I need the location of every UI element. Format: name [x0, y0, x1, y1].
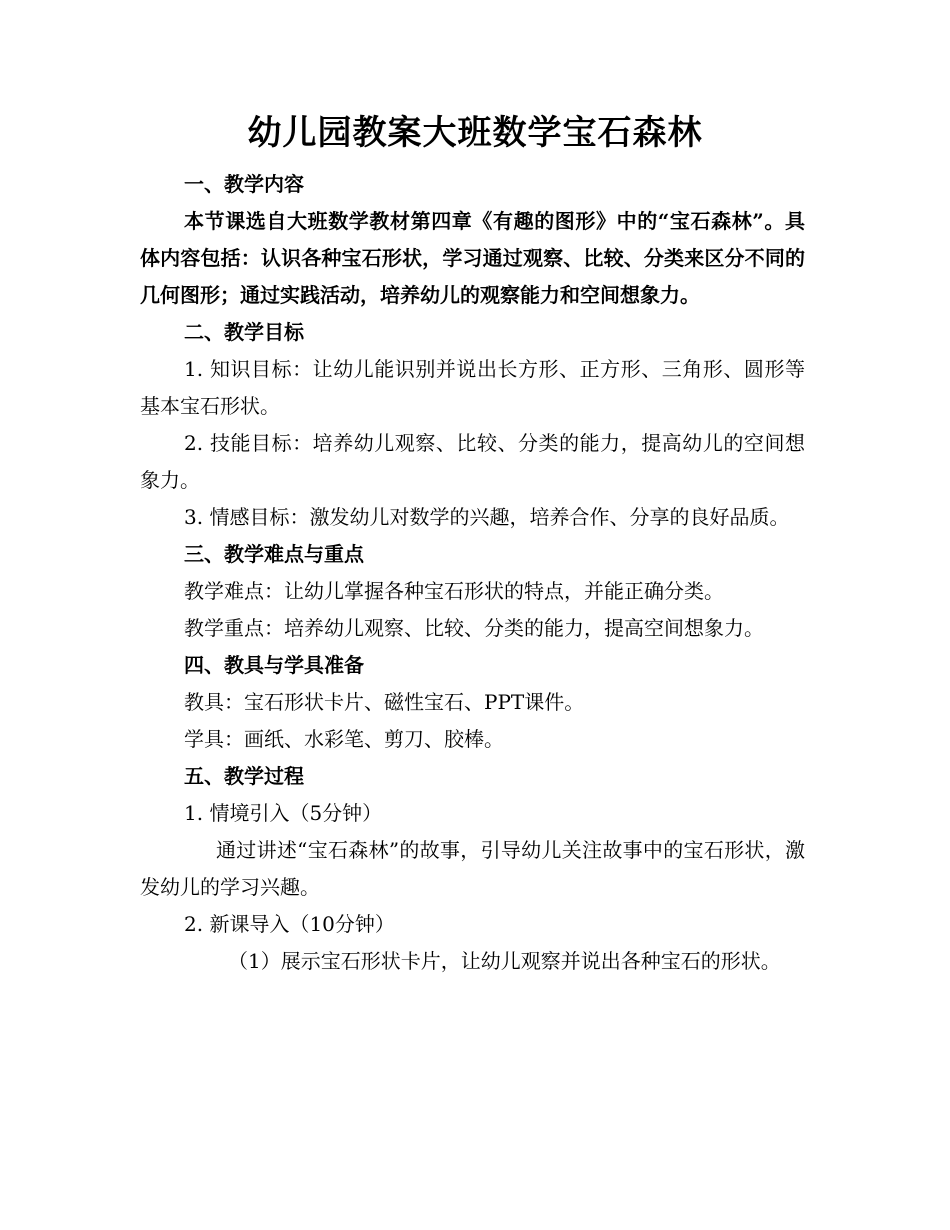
- student-materials-item: 学具：画纸、水彩笔、剪刀、胶棒。: [184, 727, 504, 751]
- document-title: 幼儿园教案大班数学宝石森林: [247, 113, 703, 153]
- goal-item-knowledge: 1. 知识目标：让幼儿能识别并说出长方形、正方形、三角形、圆形等基本宝石形状。: [140, 357, 805, 418]
- teacher-materials-item: 教具：宝石形状卡片、磁性宝石、PPT课件。: [184, 690, 585, 714]
- goal-item-emotion: 3. 情感目标：激发幼儿对数学的兴趣，培养合作、分享的良好品质。: [184, 505, 790, 529]
- difficulty-item: 教学难点：让幼儿掌握各种宝石形状的特点，并能正确分类。: [184, 579, 724, 603]
- key-point-item: 教学重点：培养幼儿观察、比较、分类的能力，提高空间想象力。: [184, 616, 764, 640]
- section-heading-content: 一、教学内容: [184, 172, 304, 196]
- content-paragraph: 本节课选自大班数学教材第四章《有趣的图形》中的“宝石森林”。具体内容包括：认识各种宝石形状，学习通过观察、比较、分类来区分不同的几何图形；通过实践活动，培养幼儿的观察能力和空间想象力。: [140, 209, 805, 307]
- document-body: [140, 166, 805, 980]
- goal-item-skill: 2. 技能目标：培养幼儿观察、比较、分类的能力，提高幼儿的空间想象力。: [140, 431, 805, 492]
- section-heading-process: 五、教学过程: [184, 764, 304, 788]
- section-heading-materials: 四、教具与学具准备: [184, 653, 364, 677]
- process-step-1: 1. 情境引入（5分钟）: [184, 801, 383, 825]
- process-step-2: 2. 新课导入（10分钟）: [184, 912, 395, 936]
- process-step-1-text: 通过讲述“宝石森林”的故事，引导幼儿关注故事中的宝石形状，激发幼儿的学习兴趣。: [140, 838, 805, 899]
- section-heading-goals: 二、教学目标: [184, 320, 304, 344]
- section-heading-difficulties: 三、教学难点与重点: [184, 542, 364, 566]
- process-step-2-sub-1: （1）展示宝石形状卡片，让幼儿观察并说出各种宝石的形状。: [228, 949, 781, 973]
